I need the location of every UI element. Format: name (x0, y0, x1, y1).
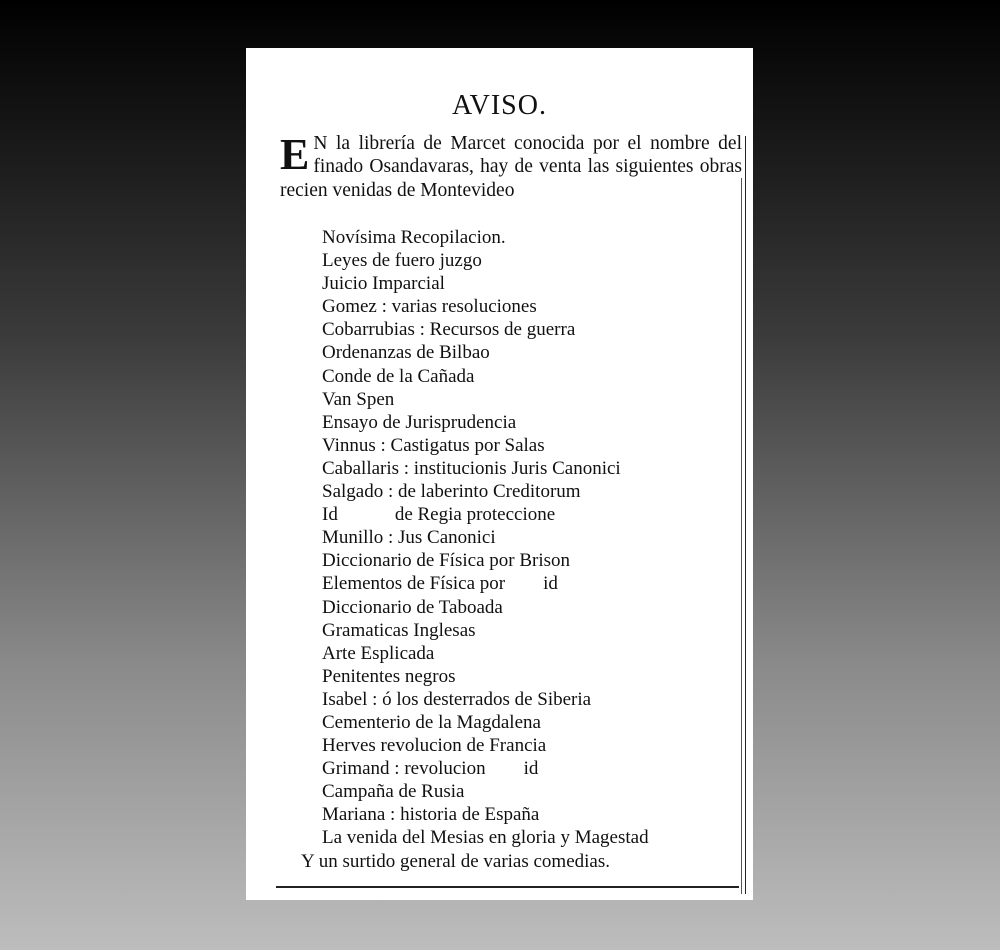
list-item: Campaña de Rusia (322, 781, 465, 803)
column-rule (745, 136, 746, 894)
list-item: Elementos de Física por id (322, 573, 558, 595)
list-item: Conde de la Cañada (322, 365, 475, 387)
list-item: Cobarrubias : Recursos de guerra (322, 319, 576, 341)
notice-title: AVISO. (452, 90, 547, 121)
intro-text: N la librería de Marcet conocida por el nombre del finado Osandavaras, hay de venta las siguientes obras recien venidas de Montevideo (280, 133, 742, 201)
list-item: La venida del Mesias en gloria y Magestad (322, 827, 649, 849)
list-item: Diccionario de Taboada (322, 596, 503, 618)
notice-intro (280, 132, 742, 202)
list-item: Ordenanzas de Bilbao (322, 342, 490, 364)
column-rule-inner (741, 178, 742, 894)
list-item: Cementerio de la Magdalena (322, 711, 541, 733)
list-item: Arte Esplicada (322, 642, 435, 664)
list-item: Salgado : de laberinto Creditorum (322, 481, 581, 503)
list-item: Juicio Imparcial (322, 273, 445, 295)
list-item: Isabel : ó los desterrados de Siberia (322, 688, 592, 710)
list-item: Gramaticas Inglesas (322, 619, 476, 641)
list-item: Munillo : Jus Canonici (322, 527, 496, 549)
list-item: Mariana : historia de España (322, 804, 540, 826)
list-item: Van Spen (322, 388, 395, 410)
list-item: Novísima Recopilacion. (322, 227, 506, 248)
bottom-rule (276, 886, 739, 888)
list-item: Grimand : revolucion id (322, 758, 539, 780)
list-item: Penitentes negros (322, 665, 456, 687)
closing-line: Y un surtido general de varias comedias. (301, 851, 611, 872)
list-item: Ensayo de Jurisprudencia (322, 411, 517, 433)
newspaper-clipping (246, 48, 753, 900)
list-item: Diccionario de Física por Brison (322, 550, 571, 572)
list-item: Id de Regia proteccione (322, 504, 556, 526)
list-item: Leyes de fuero juzgo (322, 250, 482, 272)
list-item: Vinnus : Castigatus por Salas (322, 434, 545, 456)
list-item: Herves revolucion de Francia (322, 735, 547, 757)
list-item: Gomez : varias resoluciones (322, 296, 537, 318)
drop-cap: E (280, 130, 310, 179)
book-list (322, 226, 649, 850)
list-item: Caballaris : institucionis Juris Canonici (322, 457, 621, 479)
